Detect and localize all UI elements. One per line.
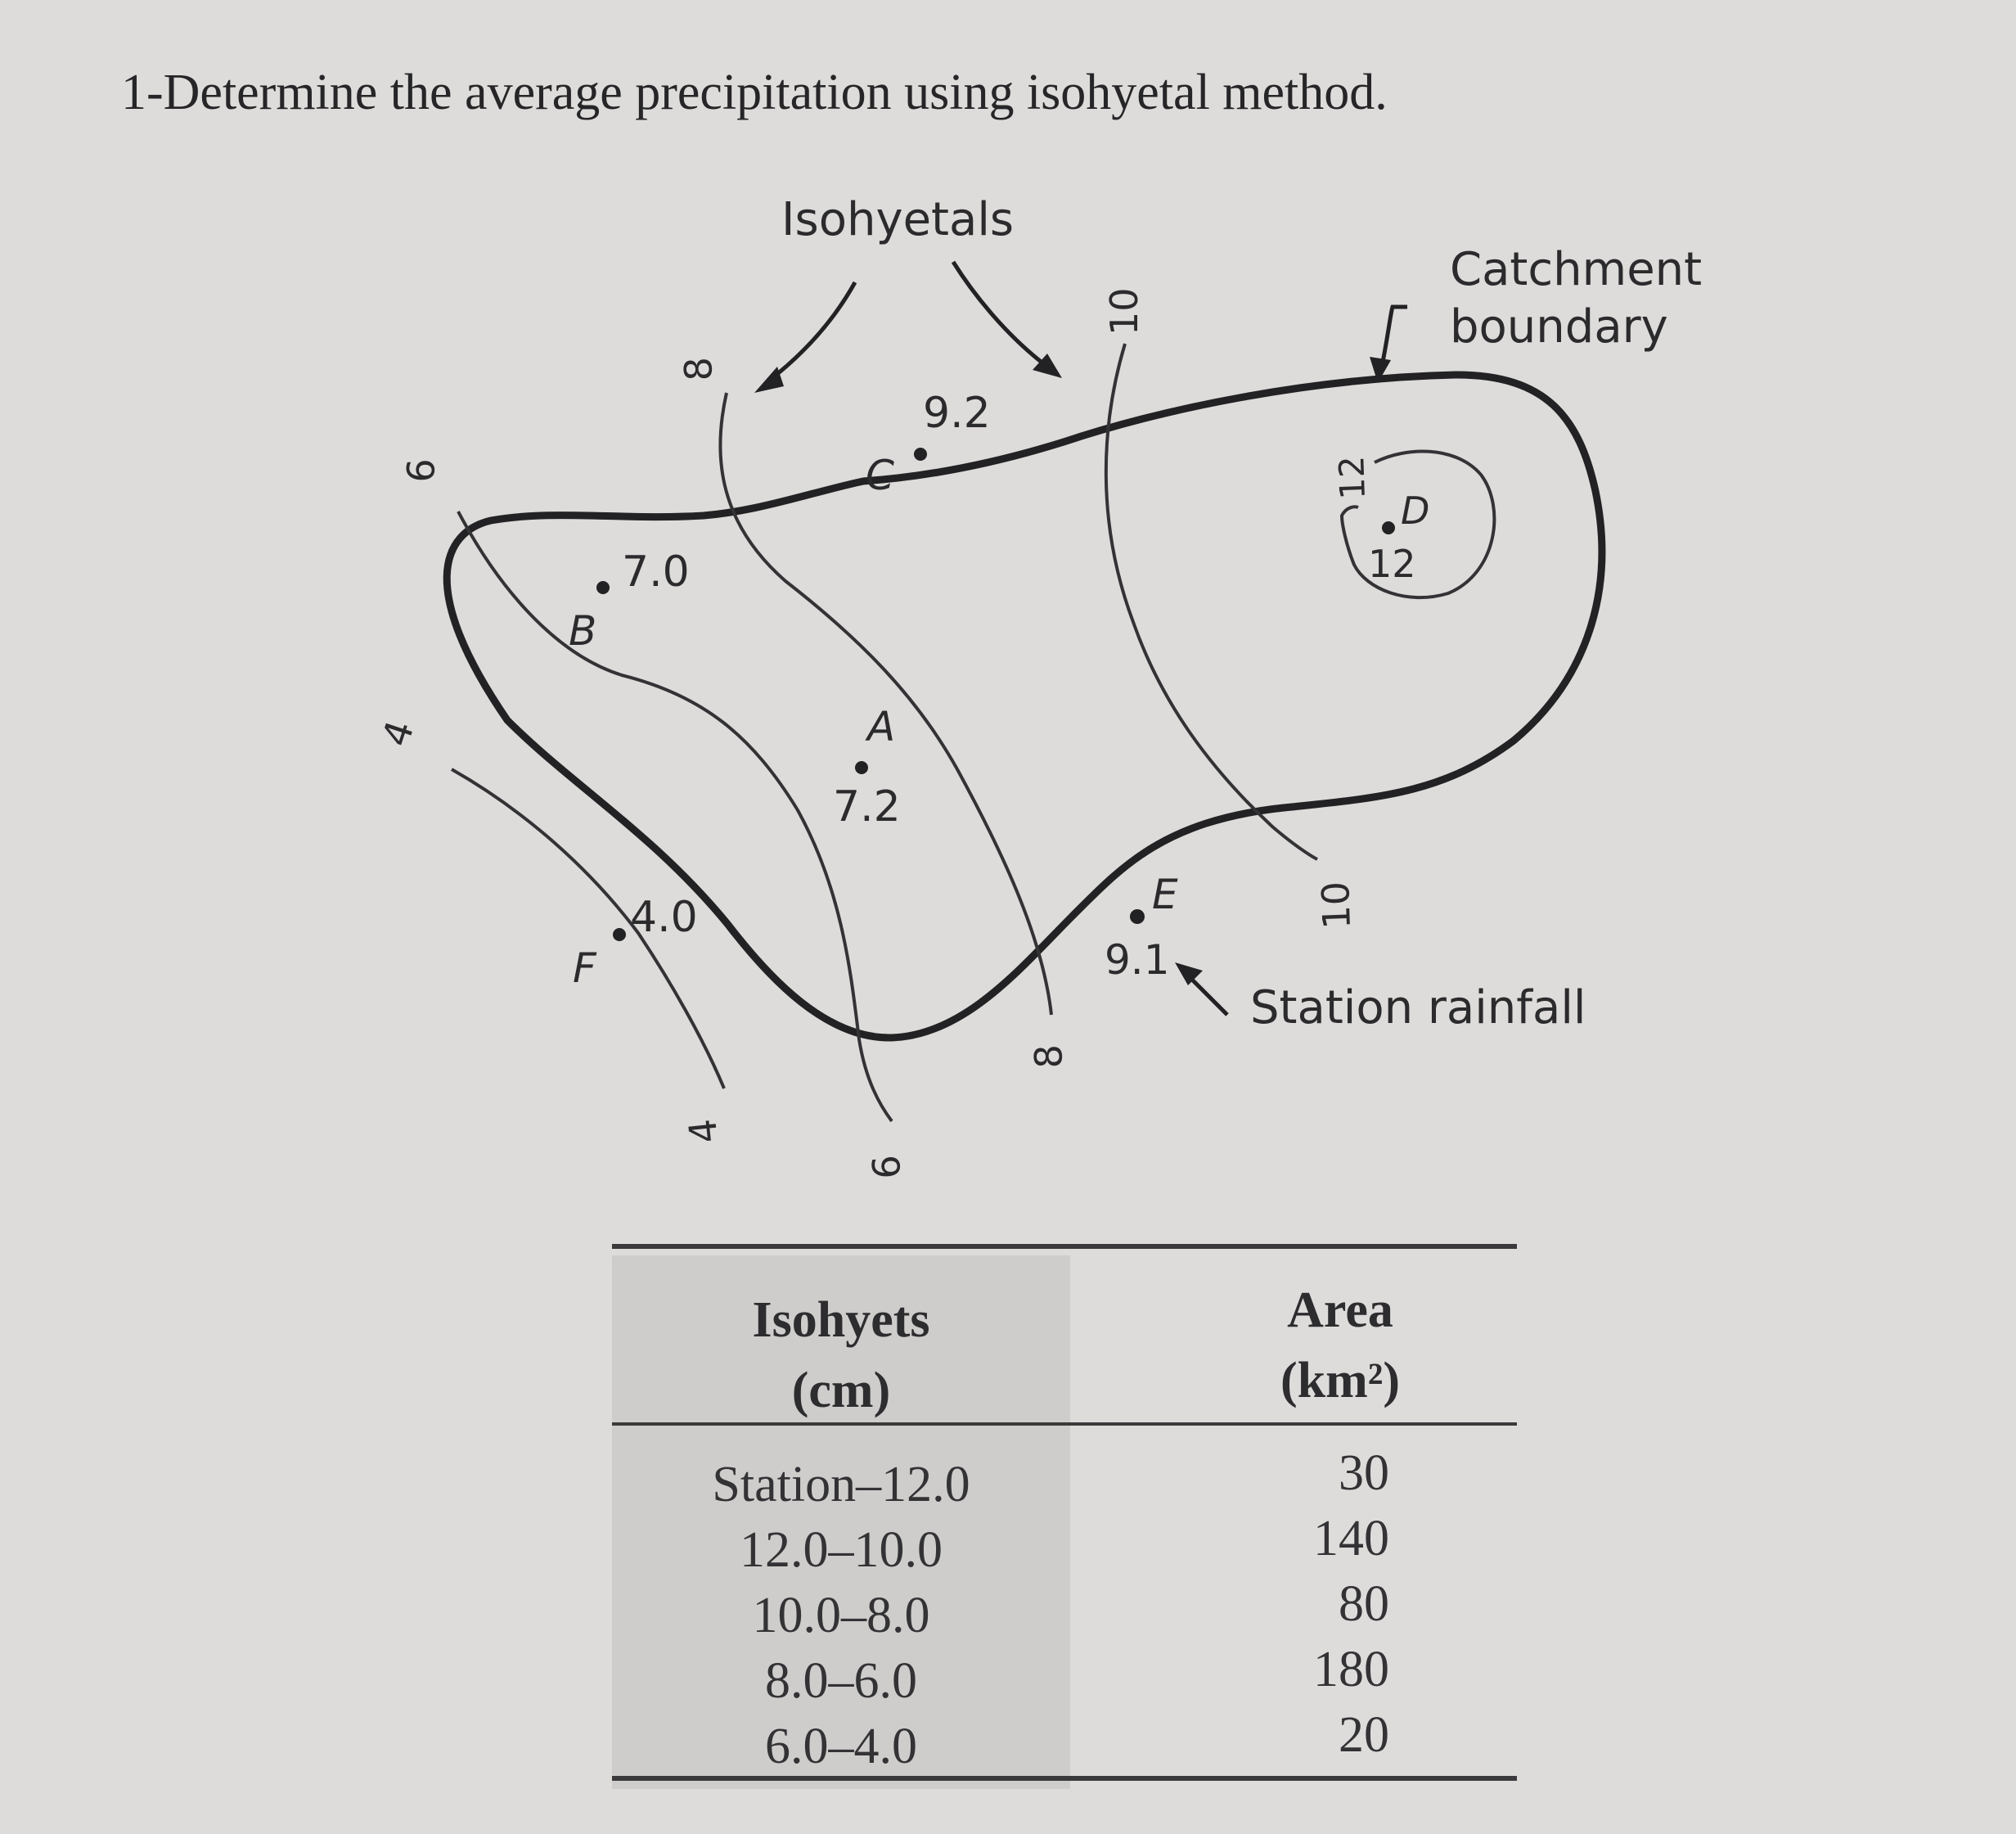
station-rainfall-arrowhead xyxy=(1175,962,1203,985)
isohyet-label-6-bottom: 6 xyxy=(864,1154,909,1180)
station-a-name: A xyxy=(867,703,896,750)
station-c-rainfall: 9.2 xyxy=(923,389,991,438)
header-area-line1: Area xyxy=(1287,1282,1393,1338)
isohyet-label-10-bottom: 10 xyxy=(1312,881,1359,931)
header-area-line2: (km²) xyxy=(1280,1353,1400,1408)
station-rainfall-label: Station rainfall xyxy=(1250,981,1586,1034)
isohyet-label-4-bottom: 4 xyxy=(680,1116,727,1146)
station-d-name: D xyxy=(1401,489,1430,533)
header-isohyets xyxy=(612,1285,1070,1426)
station-f-rainfall: 4.0 xyxy=(630,893,698,942)
station-c-name: C xyxy=(866,452,894,499)
station-d-rainfall: 12 xyxy=(1368,542,1416,586)
station-b xyxy=(569,547,690,655)
station-b-name: B xyxy=(569,607,597,655)
table-bottom-rule xyxy=(612,1776,1517,1781)
isohyet-label-8-top: 8 xyxy=(676,356,721,382)
table-row-3-isohyets: 10.0–8.0 xyxy=(752,1588,930,1643)
isohyetals-arrow-right xyxy=(953,262,1047,367)
station-e xyxy=(1105,871,1178,984)
table-row-3-area: 80 xyxy=(1339,1576,1389,1632)
table-row-2-area: 140 xyxy=(1313,1511,1389,1566)
isohyet-label-10-top: 10 xyxy=(1102,287,1146,336)
isohyetals-label: Isohyetals xyxy=(781,193,1015,246)
table-row-2-isohyets: 12.0–10.0 xyxy=(740,1522,943,1578)
isohyet-label-12: 12 xyxy=(1331,455,1373,501)
table-row-5-isohyets: 6.0–4.0 xyxy=(765,1719,917,1774)
isohyet-label-4-left: 4 xyxy=(373,714,423,752)
station-a xyxy=(833,703,901,831)
table-row-1-area: 30 xyxy=(1339,1445,1389,1501)
table-row-5-area: 20 xyxy=(1339,1707,1389,1763)
table-header-rule xyxy=(612,1422,1517,1426)
catchment-label-line2: boundary xyxy=(1450,300,1668,354)
table-top-rule xyxy=(612,1244,1517,1249)
station-e-rainfall: 9.1 xyxy=(1105,936,1170,984)
station-f-name: F xyxy=(573,944,596,992)
isohyetals-arrow-left xyxy=(769,282,855,381)
isohyet-area-table xyxy=(612,1244,1517,1800)
catchment-label-line1: Catchment xyxy=(1450,243,1703,296)
header-isohyets-line1: Isohyets xyxy=(752,1292,930,1348)
station-b-rainfall: 7.0 xyxy=(622,547,690,597)
header-isohyets-line2: (cm) xyxy=(791,1363,891,1418)
question-text: 1-Determine the average precipitation using isohyetal method. xyxy=(121,65,1388,120)
station-c xyxy=(866,389,991,499)
table-row-4-area: 180 xyxy=(1313,1642,1389,1697)
station-a-rainfall: 7.2 xyxy=(833,782,901,831)
isohyet-label-6-left: 6 xyxy=(398,457,444,484)
station-f xyxy=(573,893,698,992)
station-d xyxy=(1368,489,1429,586)
table-row-4-isohyets: 8.0–6.0 xyxy=(765,1653,917,1709)
table-row-1-isohyets: Station–12.0 xyxy=(712,1457,970,1512)
isohyet-label-8-bottom: 8 xyxy=(1026,1043,1071,1070)
station-e-name: E xyxy=(1152,871,1178,918)
header-area xyxy=(1217,1275,1463,1416)
